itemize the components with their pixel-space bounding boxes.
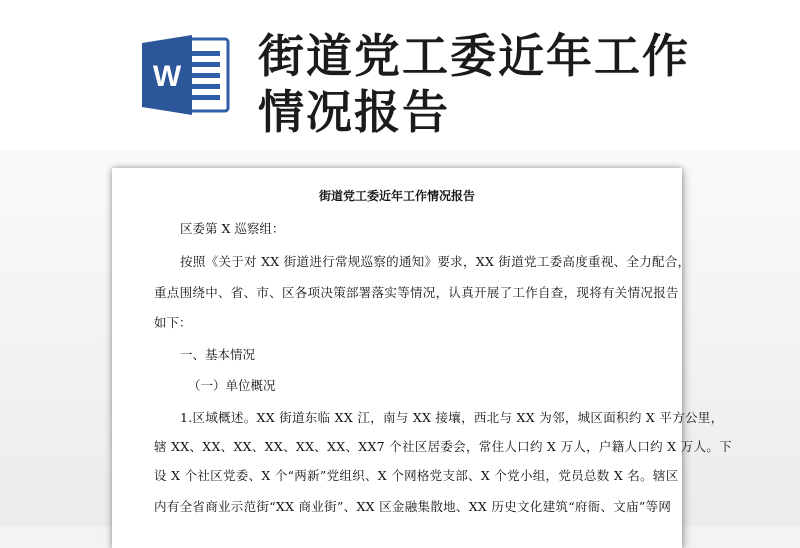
page-title: 街道党工委近年工作情况报告 [258,29,690,139]
document-page [112,168,732,548]
text-line: 按照《关于对 XX 街道进行常规巡察的通知》要求，XX 街道党工委高度重视、全力配合， [180,254,691,269]
text-line: 1.区域概述。XX 街道东临 XX 江，南与 XX 接壤，西北与 XX 为邻，城区面积约 X 平方公里， [180,410,724,425]
word-icon [140,33,232,117]
text-line: 内有全省商业示范街“XX 商业街”、XX 区金融集散地、XX 历史文化建筑“府衙、文庙”等网 [154,499,672,514]
text-line: 辖 XX、XX、XX、XX、XX、XX、XX7 个社区居委会，常住人口约 X 万人，户籍人口约 X 万人。下 [154,439,732,454]
text-line: 如下： [154,315,192,330]
text-line: 设 X 个社区党委、X 个“两新”党组织、X 个网格党支部、X 个党小组，党员总数 X 名。辖区 [154,468,679,483]
document-title: 街道党工委近年工作情况报告 [318,189,475,203]
subsection-heading: （一）单位概况 [188,378,276,393]
header-banner [0,0,800,150]
text-line: 重点围绕中、省、市、区各项决策部署落实等情况，认真开展了工作自查，现将有关情况报告 [154,285,679,300]
svg-text:W: W [152,60,182,93]
section-heading: 一、基本情况 [180,347,256,362]
text-line: 区委第 X 巡察组： [180,221,285,236]
